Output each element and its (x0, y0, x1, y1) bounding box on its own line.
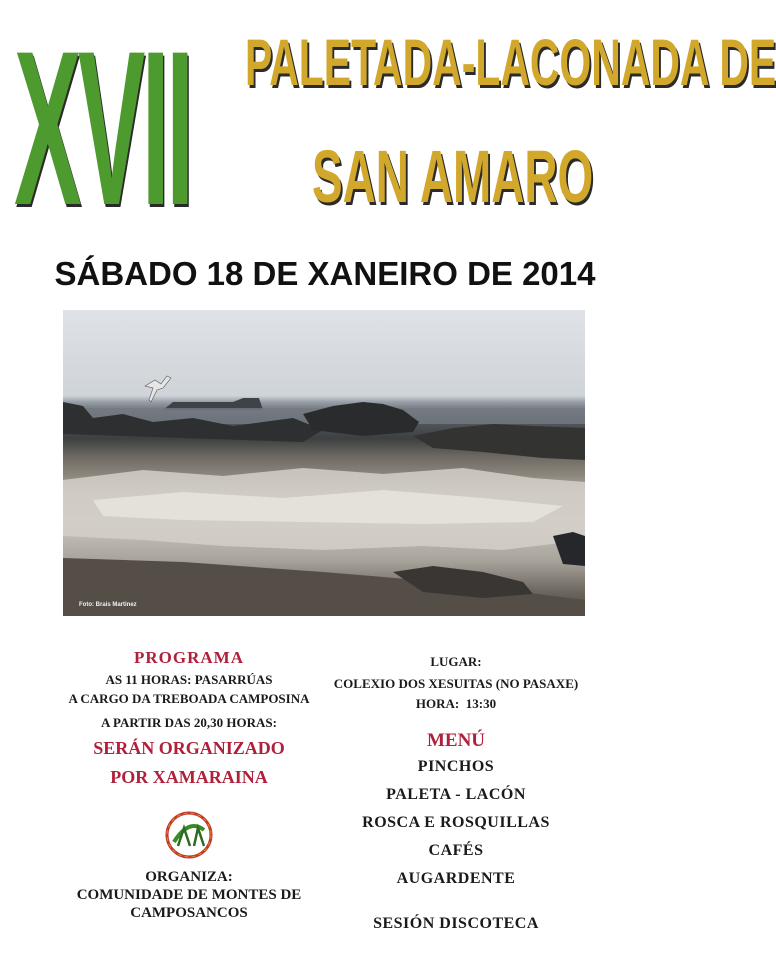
programa-line3: A PARTIR DAS 20,30 HORAS: (101, 715, 277, 730)
menu-item: ROSCA E ROSQUILLAS (362, 814, 550, 831)
programa-line1: AS 11 HORAS: PASARRÚAS (105, 672, 273, 687)
organizer-logo-icon (164, 810, 214, 860)
sesion-discoteca: SESIÓN DISCOTECA (373, 915, 539, 932)
menu-item: AUGARDENTE (396, 870, 516, 887)
programa-line2: A CARGO DA TREBOADA CAMPOSINA (68, 691, 310, 706)
menu-item: PALETA - LACÓN (386, 786, 526, 803)
menu-item: PINCHOS (417, 758, 495, 775)
organiza-label: ORGANIZA: (145, 869, 233, 885)
coast-photo (63, 310, 585, 616)
lugar-label: LUGAR: (430, 654, 482, 669)
menu-title: MENÚ (426, 730, 486, 751)
event-date: SÁBADO 18 DE XANEIRO DE 2014 (54, 255, 596, 292)
event-title-line1: PALETADA-LACONADA DE (245, 25, 776, 99)
programa-title: PROGRAMA (134, 648, 244, 667)
programa-section (58, 648, 320, 922)
menu-item: CAFÉS (428, 842, 484, 859)
roman-numeral-title: XVII (14, 5, 191, 251)
programa-highlight1: SERÁN ORGANIZADO (93, 738, 285, 758)
lugar-menu-section (320, 652, 592, 933)
coast-photo-drawing (63, 310, 585, 616)
organiza-line1: COMUNIDADE DE MONTES DE (76, 887, 302, 903)
event-title-line2: SAN AMARO (312, 135, 594, 218)
lugar-place: COLEXIO DOS XESUITAS (NO PASAXE) (333, 676, 579, 691)
programa-highlight2: POR XAMARAINA (110, 767, 268, 787)
photo-credit: Foto: Brais Martinez (79, 602, 137, 608)
lugar-hora: HORA: 13:30 (415, 696, 497, 711)
organiza-line2: CAMPOSANCOS (130, 905, 248, 921)
